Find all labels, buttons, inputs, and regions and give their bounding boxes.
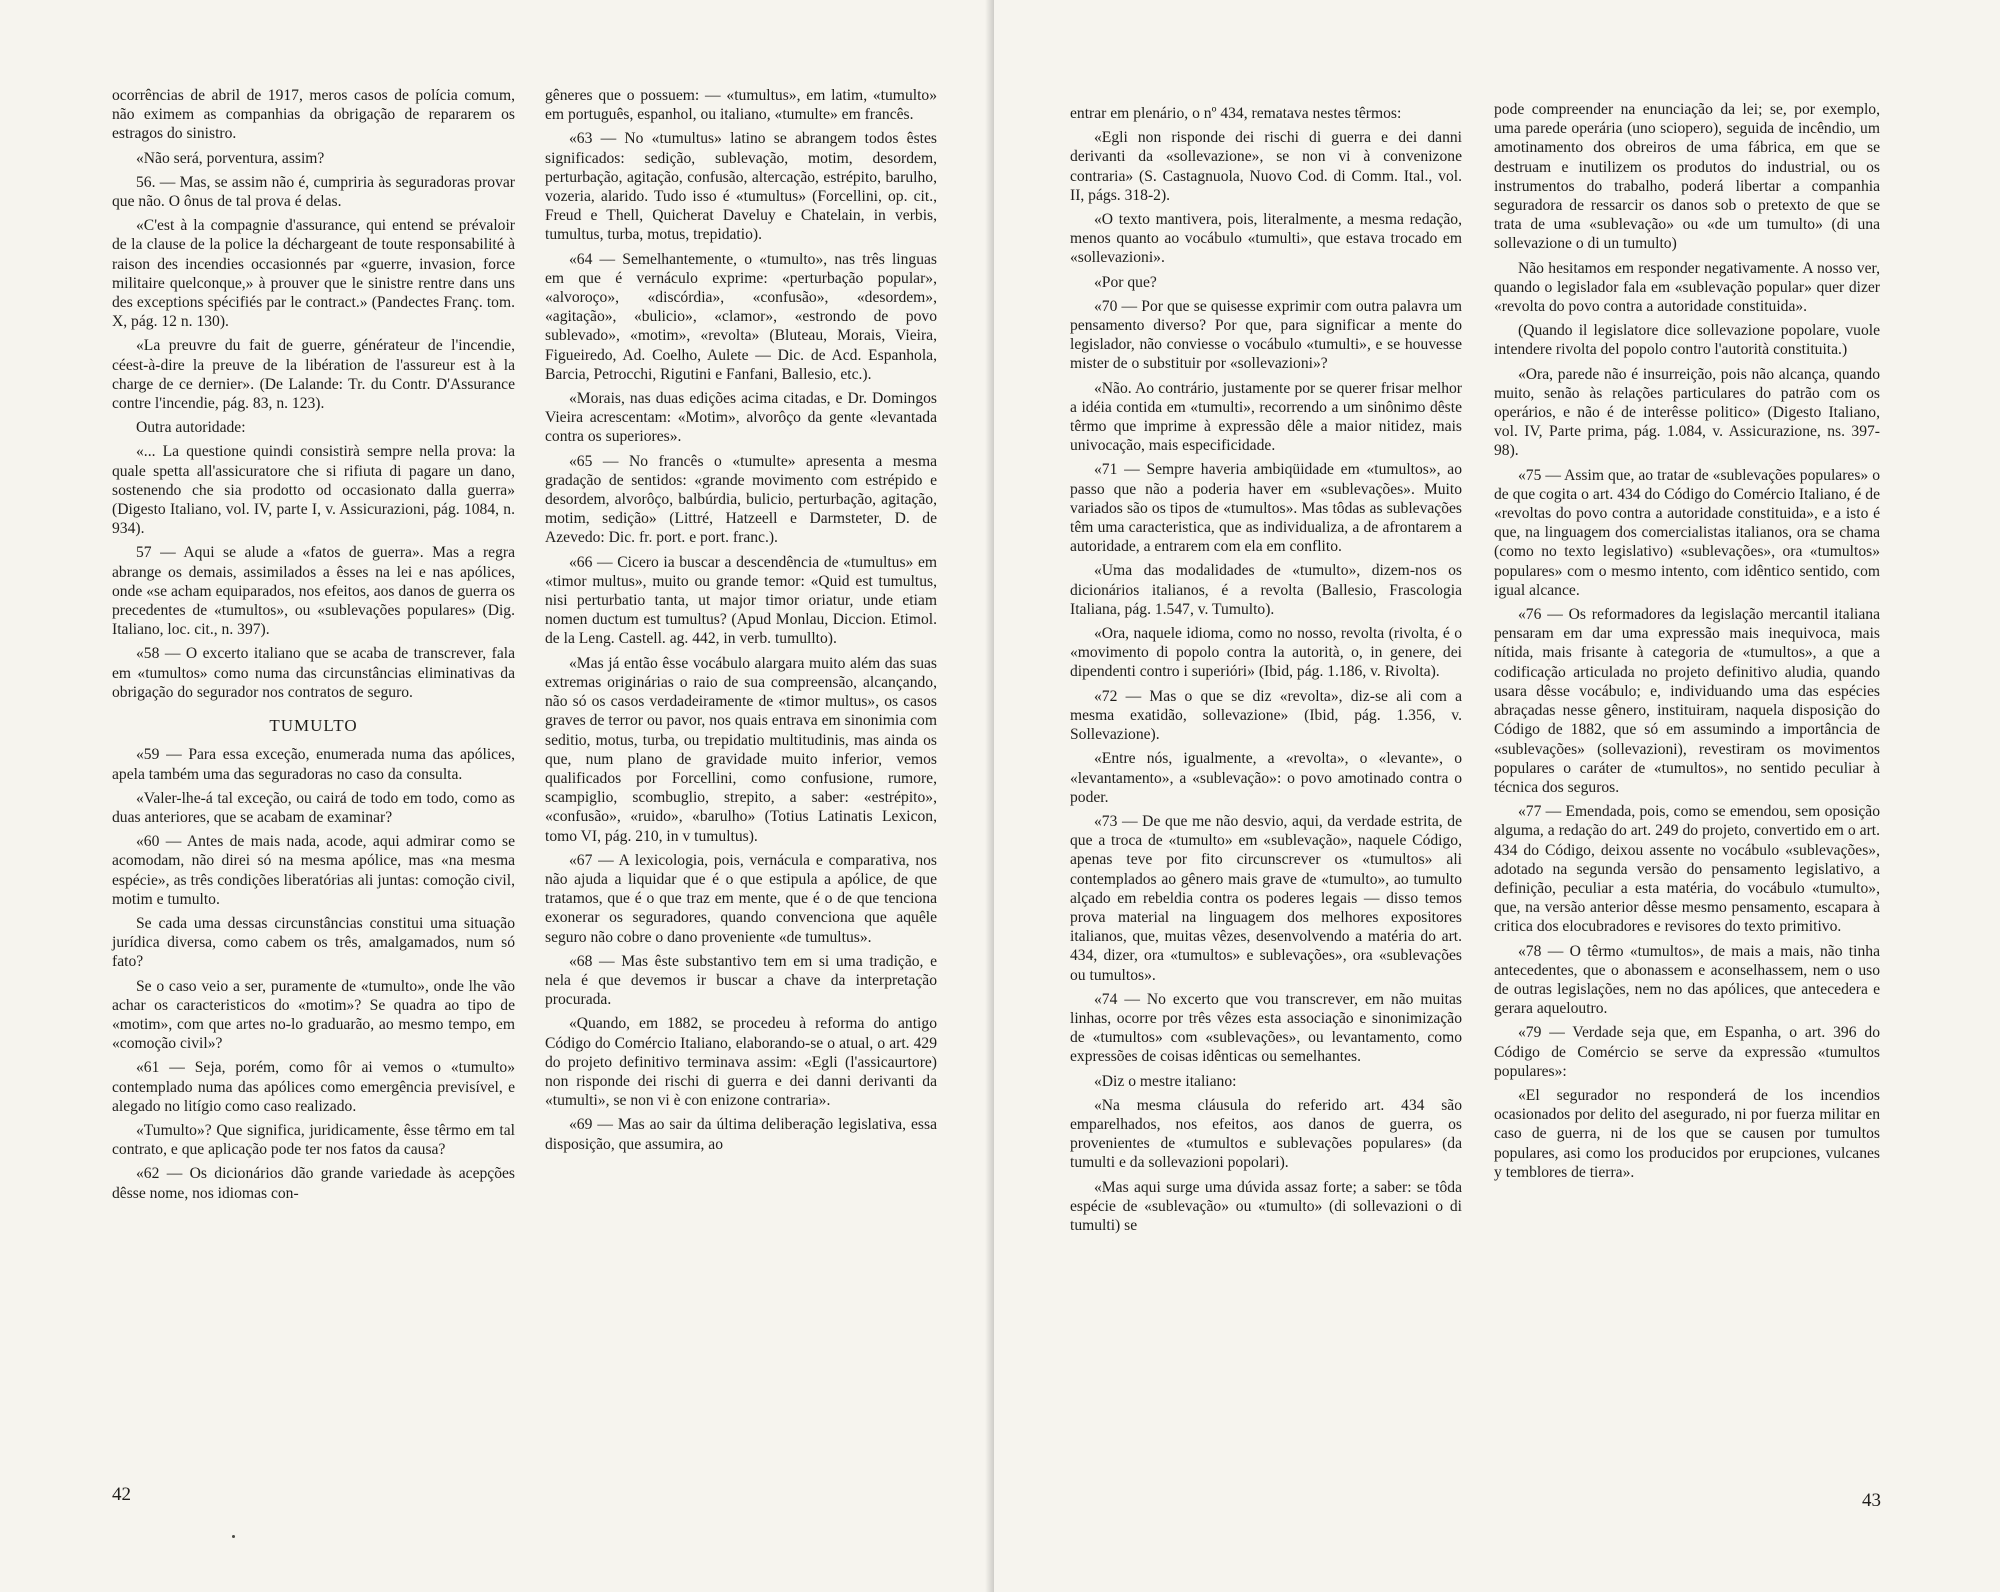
paragraph: «Valer-lhe-á tal exceção, ou cairá de todo em todo, como as duas anteriores, que se acabam de examinar? (112, 789, 515, 826)
page-number: 42 (112, 1484, 131, 1505)
paragraph: «70 — Por que se quisesse exprimir com outra palavra um pensamento diverso? Por que, para significar a mente do legislador, não conviesse o vocábulo «tumulti», e se houvesse mister de o substituir por «sollevazioni»? (1070, 297, 1462, 373)
paragraph: «66 — Cicero ia buscar a descendência de «tumultus» em «timor multus», muito ou grande temor: «Quid est tumultus, nisi perturbatio tanta, ut major timor oriatur, unde etiam nomen ductum est tumultus? (Apud Monlau, Diccion. Etimol. de la Leng. Castell. ag. 442, in verb. tumullto). (545, 553, 937, 648)
paragraph: ocorrências de abril de 1917, meros casos de polícia comum, não eximem as companhias da obrigação de repararem os estragos do sinistro. (112, 87, 515, 143)
paragraph: Outra autoridade: (136, 419, 246, 437)
paragraph: «68 — Mas êste substantivo tem em si uma tradição, e nela é que devemos ir buscar a chave da interpretação procurada. (545, 952, 937, 1009)
paragraph: «65 — No francês o «tumulte» apresenta a mesma gradação de sentidos: «grande movimento com estrépido e desordem, alvorôço, balbúrdia, bulicio, perturbação, agitação, motim, sedição» (Littré, Hatzeell e Darmsteter, D. de Azevedo: Dic. fr. port. e port. franc.). (545, 452, 937, 547)
paragraph: «58 — O excerto italiano que se acaba de transcrever, fala em «tumultos» como numa das circunstâncias eliminativas da obrigação do segurador nos contratos de seguro. (112, 645, 515, 701)
paragraph: «Não será, porventura, assim? (136, 149, 325, 167)
left-page-column-1 (112, 86, 515, 1208)
paragraph: «Não. Ao contrário, justamente por se querer frisar melhor a idéia contida em «tumulti», recorrendo a um sinônimo dêste têrmo que imprime à expressão dêle a maior nitidez, mais univocação, mais especificidade. (1070, 379, 1462, 455)
paragraph: «72 — Mas o que se diz «revolta», diz-se ali com a mesma exatidão, sollevazione» (Ibid, pág. 1.356, v. Sollevazione). (1070, 687, 1462, 744)
paragraph: «O texto mantivera, pois, literalmente, a mesma redação, menos quanto ao vocábulo «tumulti», que estava trocado em «sollevazioni». (1070, 211, 1462, 267)
page-number: 43 (1862, 1490, 1881, 1511)
paragraph: «Quando, em 1882, se procedeu à reforma do antigo Código do Comércio Italiano, elaborando-se o atual, o art. 429 do projeto definitivo terminava assim: «Egli (l'assicaurtore) non risponde dei rischi di guerra e dei danni derivanti da «tumulti», se non vi è con enizone contraria». (545, 1015, 937, 1110)
paragraph: Se o caso veio a ser, puramente de «tumulto», onde lhe vão achar os caracteristicos do «motim»? Se quadra ao tipo de «motim», com que artes no-lo graduarão, ao mesmo tempo, em «comoção civil»? (112, 977, 515, 1053)
paragraph: «Por que? (1094, 273, 1157, 291)
paragraph: gêneres que o possuem: — «tumultus», em latim, «tumulto» em português, espanhol, ou italiano, «tumulte» em francês. (545, 87, 937, 124)
paragraph: entrar em plenário, o nº 434, rematava nestes têrmos: (1070, 105, 1402, 122)
paragraph: «77 — Emendada, pois, como se emendou, sem oposição alguma, a redação do art. 249 do projeto, convertido em o art. 434 do Código, deixou assente no vocábulo «sublevações», adotado na segunda versão do pensamento legislativo, a definição, peculiar a esta matéria, do vocábulo «tumulto», que, na versão anterior dêsse mesmo pensamento, escapara à critica dos elocubradores e revisores do texto primitivo. (1494, 803, 1880, 936)
paragraph: «59 — Para essa exceção, enumerada numa das apólices, apela também uma das seguradoras no caso da consulta. (112, 746, 515, 783)
paragraph: «Ora, naquele idioma, como no nosso, revolta (rivolta, é o «movimento di popolo contra la autorità, o, in genere, dei dipendenti contro i superióri» (Ibid, pág. 1.186, v. Rivolta). (1070, 625, 1462, 681)
paragraph: «62 — Os dicionários dão grande variedade às acepções dêsse nome, nos idiomas con- (112, 1165, 515, 1202)
paragraph: «64 — Semelhantemente, o «tumulto», nas três linguas em que é vernáculo exprime: «perturbação popular», «alvoroço», «discórdia», «confusão», «desordem», «agitação», «bulicio», «clamor», «estrondo de povo sublevado», «motim», «revolta» (Bluteau, Morais, Vieira, Figueiredo, Ad. Coelho, Aulete — Dic. de Acd. Espanhola, Barcia, Petrocchi, Rigutini e Fanfani, Ballesio, etc.). (545, 250, 937, 383)
paragraph: «78 — O têrmo «tumultos», de mais a mais, não tinha antecedentes, que o abonassem e aconselhassem, nem o uso de outras legislações, nem no das apólices, que antecedera e gerara aqueloutro. (1494, 942, 1880, 1018)
print-speck (232, 1535, 235, 1538)
paragraph: «El segurador no responderá de los incendios ocasionados por delito del asegurado, ni por fuerza militar en caso de guerra, ni de los que se causen por tumultos populares, asi como los producidos por erupciones, vulcanes y temblores de tierra». (1494, 1086, 1880, 1181)
paragraph: «Diz o mestre italiano: (1094, 1072, 1237, 1090)
paragraph: «... La questione quindi consistirà sempre nella prova: la quale spetta all'assicuratore che si rifiuta di pagare un dano, sostenendo che sia prodotto od occasionato dalla guerra» (Digesto Italiano, vol. IV, parte I, v. Assicurazioni, pág. 1084, n. 934). (112, 443, 515, 538)
paragraph: «61 — Seja, porém, como fôr ai vemos o «tumulto» contemplado numa das apólices como emergência previsível, e alegado no litígio como caso realizado. (112, 1059, 515, 1115)
right-page (994, 0, 2000, 1592)
paragraph: «Ora, parede não é insurreição, pois não alcança, quando muito, senão às relações particulares do patrão com os operários, e não é de interêsse politico» (Digesto Italiano, vol. IV, Parte prima, pág. 1.084, v. Assicurazione, ns. 397-98). (1494, 365, 1880, 460)
paragraph: «Egli non risponde dei rischi di guerra e dei danni derivanti da «sollevazione», se non vi à convenizone contraria» (S. Castagnuola, Nuovo Cod. di Comm. Ital., vol. II, págs. 318-2). (1070, 129, 1462, 204)
paragraph: «Mas aqui surge uma dúvida assaz forte; a saber: se tôda espécie de «sublevação» ou «tumulto» (di sollevazioni o di tumulti) se (1070, 1178, 1462, 1234)
right-page-column-2 (1494, 100, 1880, 1187)
paragraph: Se cada uma dessas circunstâncias constitui uma situação jurídica diversa, como cabem os três, amalgamados, num só fato? (112, 914, 515, 971)
paragraph: «Na mesma cláusula do referido art. 434 são emparelhados, nos efeitos, aos danos de guerra, os provenientes de «tumultos e sublevações populares» (da tumulti e da sollevazioni popolari). (1070, 1096, 1462, 1172)
section-heading: TUMULTO (269, 716, 358, 736)
paragraph: «Mas já então êsse vocábulo alargara muito além das suas extremas originárias o raio de sua compreensão, alcançando, não só os casos verdadeiramente de «timor multus», os casos graves de terror ou pavor, nos quais entrava em sinonimia com seditio, motus, turba, ou trepidatio multitudinis, mas ainda os que, num plano de gravidade muito inferior, vemos qualificados por Forcellini, como confusione, rumore, scampiglio, scombuglio, strepito, a saber: «estrépito», «confusão», «ruido», «barulho» (Totius Latinatis Lexicon, tomo VI, pág. 210, in v tumultus). (545, 654, 937, 845)
paragraph: «Entre nós, igualmente, a «revolta», o «levante», o «levantamento», a «sublevação»: o povo amotinado contra o poder. (1070, 750, 1462, 806)
paragraph: «Uma das modalidades de «tumulto», dizem-nos os dicionários italianos, é a revolta (Ballesio, Frascologia Italiana, pág. 1.547, v. Tumulto). (1070, 562, 1462, 618)
paragraph: «73 — De que me não desvio, aqui, da verdade estrita, de que a troca de «tumulto» em «sublevação», naquele Código, apenas teve por fito circunscrever os «tumultos» ali contemplados ao gênero mais grave de «tumulto», ao tumulto alçado em rebeldia contra os poderes legais — disso temos prova material na linguagem dos melhores expositores italianos, que, muitas vêzes, desenvolvendo a matéria do art. 434, dizer, ora «tumultos» e sublevações», ora «sublevações ou tumultos». (1070, 812, 1462, 984)
paragraph: «69 — Mas ao sair da última deliberação legislativa, essa disposição, que assumira, ao (545, 1116, 937, 1153)
paragraph: «63 — No «tumultus» latino se abrangem todos êstes significados: sedição, sublevação, motim, desordem, perturbação, agitação, confusão, altercação, estrépito, barulho, vozeria, alarido. Tudo isso é «tumultus» (Forcellini, op. cit., Freud e Thell, Quicherat Daveluy e Chatelain, in verbis, tumultus, turba, motus, trepidatio). (545, 130, 937, 244)
paragraph: «C'est à la compagnie d'assurance, qui entend se prévaloir de la clause de la police la déchargeant de toute responsabilité à raison des incendies occasionnés par «guerre, invasion, force militaire quelconque,» à prouver que le sinistre rentre dans uns des exceptions spécifiés par le contract.» (Pandectes Franç. tom. X, pág. 12 n. 130). (112, 217, 515, 331)
paragraph: «La preuvre du fait de guerre, générateur de l'incendie, céest-à-dire la preuve de la libération de l'assureur est à la charge de ce dernier». (De Lalande: Tr. du Contr. D'Assurance contre l'incendie, pág. 83, n. 123). (112, 337, 515, 413)
paragraph: «Tumulto»? Que significa, juridicamente, êsse têrmo em tal contrato, e que aplicação pode ter nos fatos da causa? (112, 1121, 515, 1159)
paragraph: «60 — Antes de mais nada, acode, aqui admirar como se acomodam, não direi só na mesma apólice, mas «na mesma espécie», as três condições liberatórias ali juntas: comoção civil, motim e tumulto. (112, 833, 515, 908)
paragraph: «79 — Verdade seja que, em Espanha, o art. 396 do Código de Comércio se serve da expressão «tumultos populares»: (1494, 1024, 1880, 1080)
paragraph: «Morais, nas duas edições acima citadas, e Dr. Domingos Vieira acrescentam: «Motim», alvorôço da gente «levantada contra os superiores». (545, 390, 937, 446)
left-page-column-2 (545, 86, 937, 1159)
paragraph: 57 — Aqui se alude a «fatos de guerra». Mas a regra abrange os demais, assimilados a êsses na lei e nas apólices, onde «se acham equiparados, nos efeitos, aos danos de guerra os precedentes de «tumultos», ou «sublevações populares» (Dig. Italiano, loc. cit., n. 397). (112, 544, 515, 639)
paragraph: «74 — No excerto que vou transcrever, em não muitas linhas, ocorre por três vêzes esta associação e sinonimização de «tumultos» com «sublevações», ou levantamento, como expressões de coisas idênticas ou semelhantes. (1070, 990, 1462, 1066)
paragraph: «76 — Os reformadores da legislação mercantil italiana pensaram em dar uma expressão mais inequivoca, mais nítida, mais frisante à categoria de «tumultos», a que a codificação articulada no projeto definitivo aludia, quando usara dêsse vocábulo; e, individuando uma das espécies abraçadas nesse gênero, instituiram, naquela disposição do Código de 1882, que só em assumindo a importância de «sublevações» (sollevazioni), revestiram os movimentos populares o caráter de «tumultos», no sentido peculiar à técnica dos seguros. (1494, 606, 1880, 796)
right-page-column-1 (1070, 104, 1462, 1240)
paragraph: «67 — A lexicologia, pois, vernácula e comparativa, nos não ajuda a liquidar que é o que estipula a apólice, de que tratamos, que é o que traz em mente, que é o de que tenciona exonerar os seguradores, quando convenciona que aquêle seguro não cobre o dano proveniente «de tumultus». (545, 851, 937, 946)
paragraph: Não hesitamos em responder negativamente. A nosso ver, quando o legislador fala em «sublevação popular» quer dizer «revolta do povo contra a autoridade constituida». (1494, 259, 1880, 316)
paragraph: 56. — Mas, se assim não é, cumpriria às seguradoras provar que não. O ônus de tal prova é delas. (112, 173, 515, 211)
left-page (0, 0, 994, 1592)
paragraph: pode compreender na enunciação da lei; se, por exemplo, uma parede operária (uno sciopero), seguida de incêndio, um amotinamento dos obreiros de uma fábrica, em que se destruam e inutilizem os produtos do industrial, ou os instrumentos do trabalho, poderá libertar a companhia seguradora de ressarcir os danos sob o pretexto de que se trata de uma «sublevação» ou «de um tumulto» (di una sollevazione o di un tumulto) (1494, 101, 1880, 253)
paragraph: «71 — Sempre haveria ambiqüidade em «tumultos», ao passo que não a poderia haver em «sublevações». Muito variados são os tipos de «tumultos». Mas tôdas as sublevações têm uma caracteristica, que as individualiza, a de afrontarem a autoridade, a entrarem com ela em conflito. (1070, 461, 1462, 556)
paragraph: «75 — Assim que, ao tratar de «sublevações populares» o de que cogita o art. 434 do Código do Comércio Italiano, é de «revoltas do povo contra a autoridade constituida», e a isto é que, na linguagem dos comercialistas italianos, ora se chama (como no texto legislativo) «sublevações», ora «tumultos» populares» com o mesmo intento, com idêntico sentido, com igual alcance. (1494, 466, 1880, 599)
paragraph: (Quando il legislatore dice sollevazione popolare, vuole intendere rivolta del popolo contro l'autorità constituita.) (1494, 322, 1880, 359)
